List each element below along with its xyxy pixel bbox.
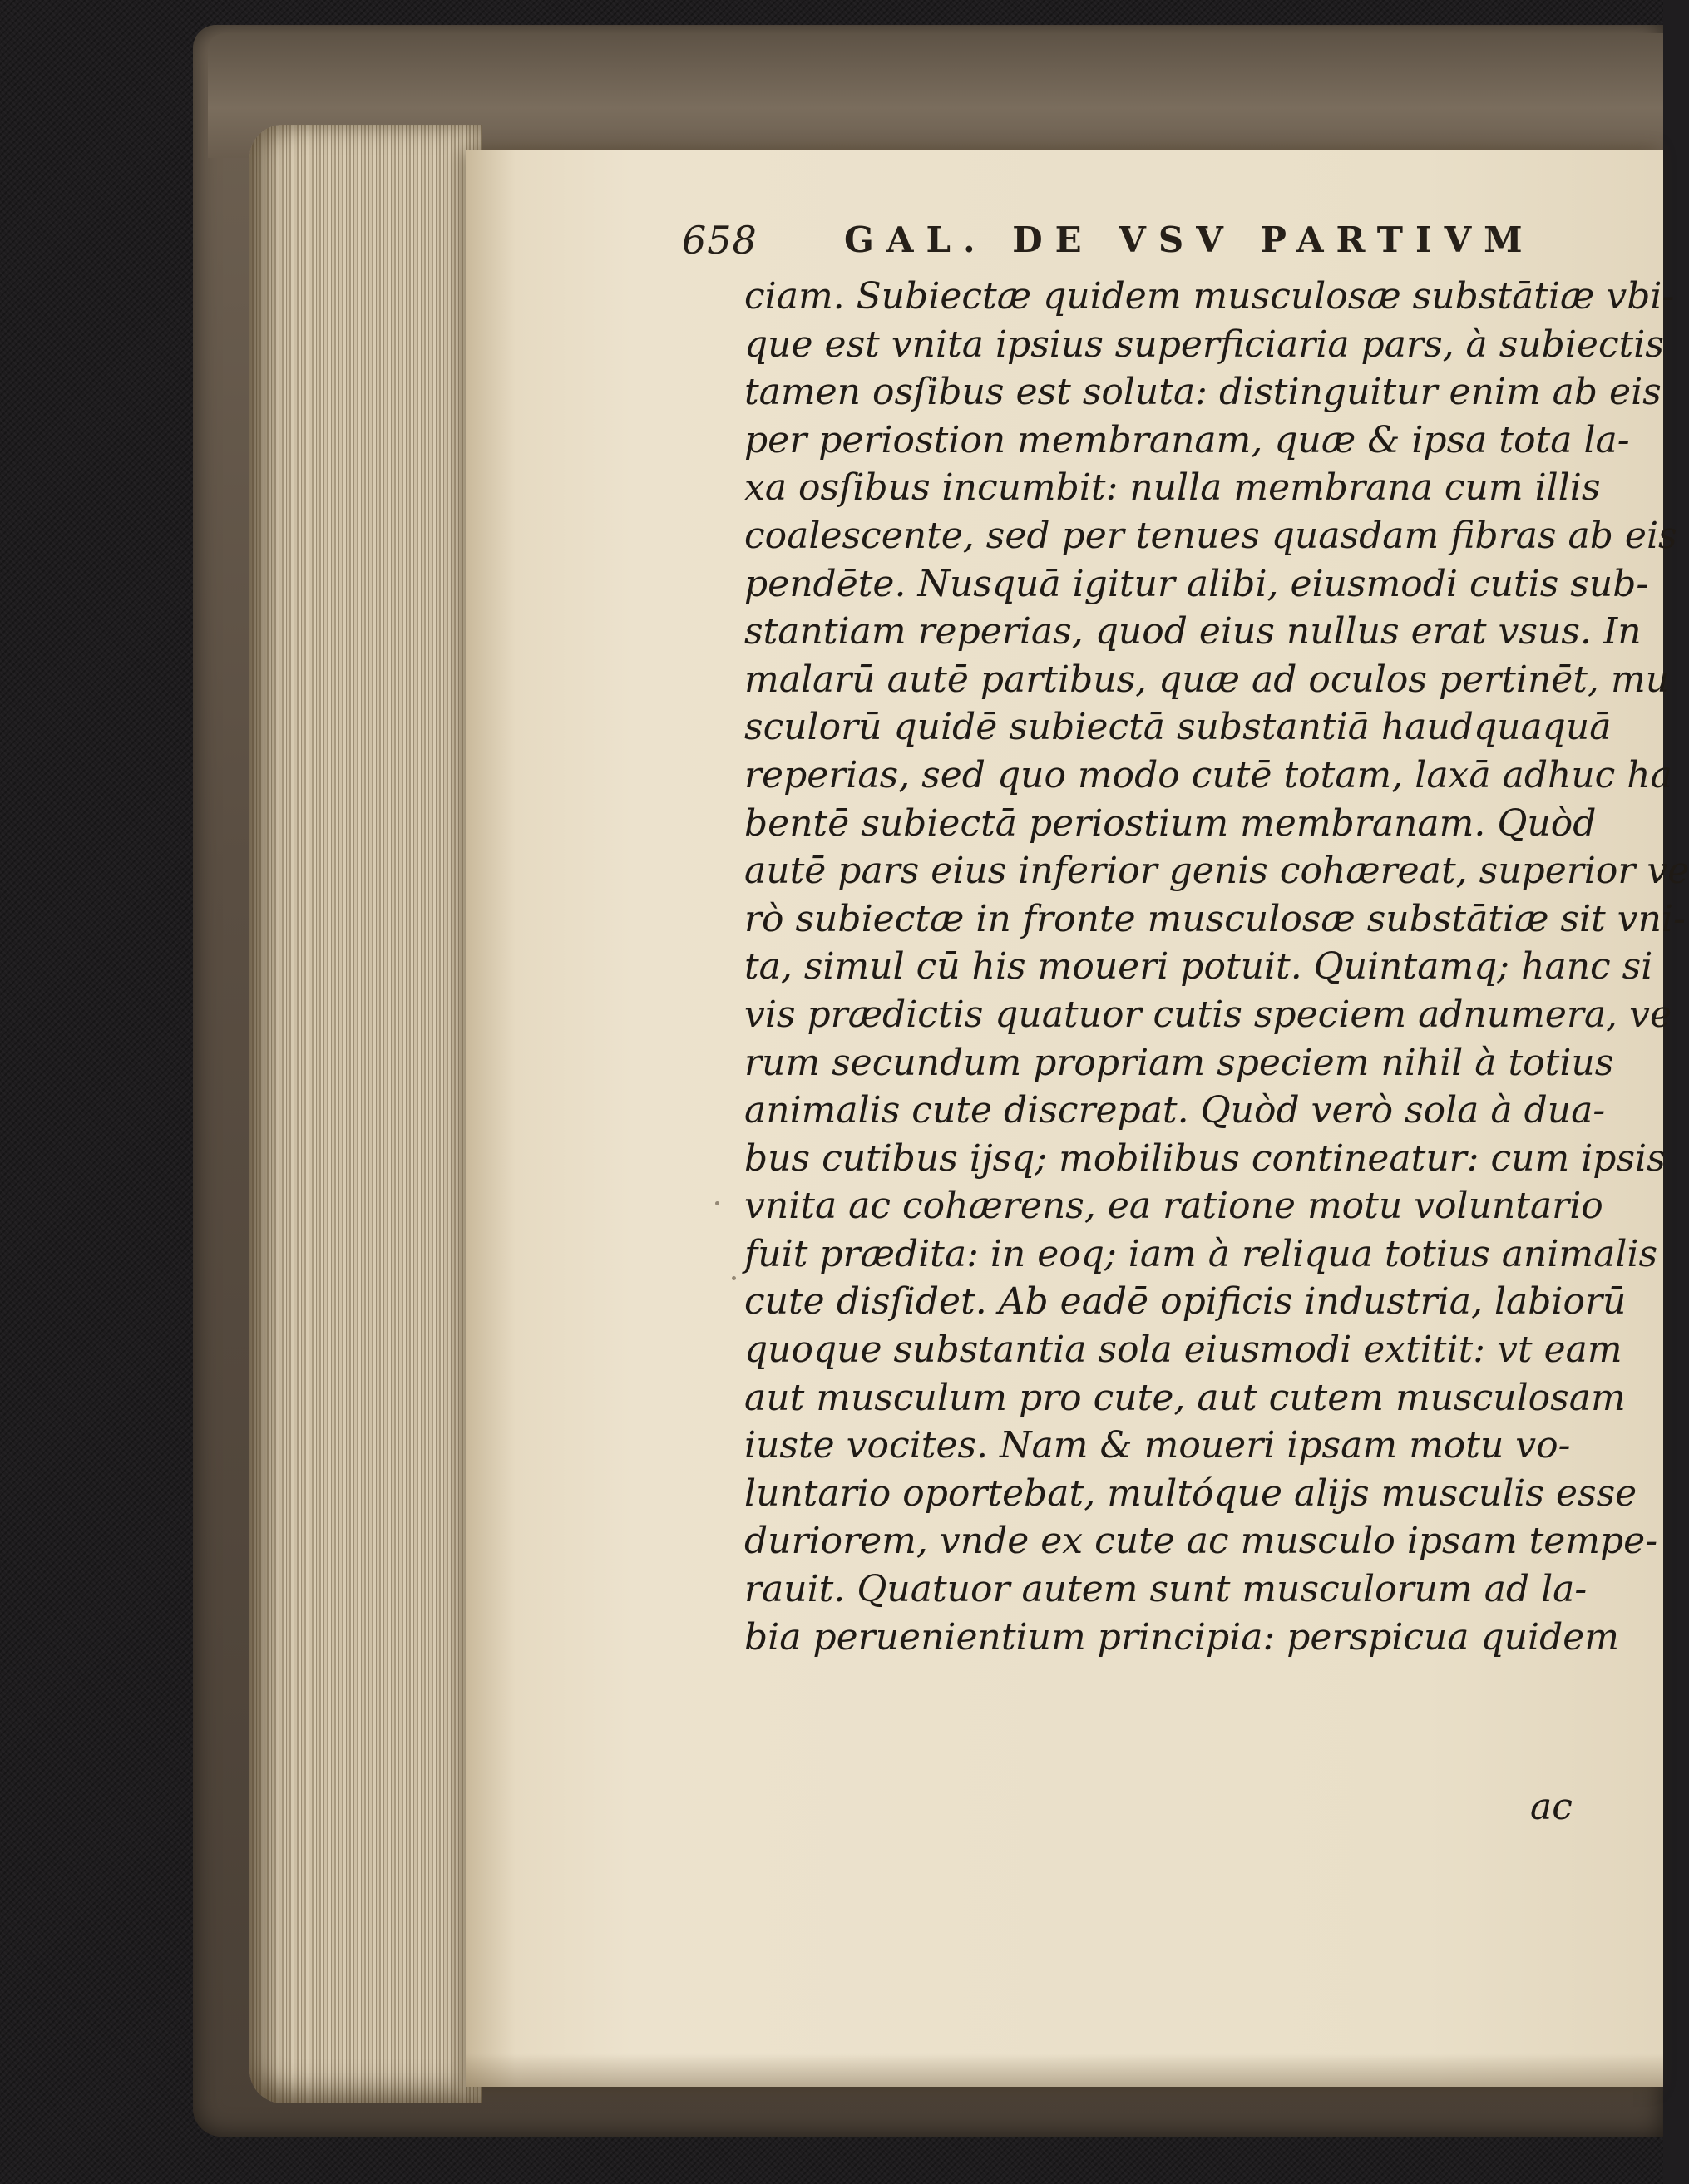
- text-line: reperias, sed quo modo cutē totam, laxā adhuc ha: [744, 753, 1672, 796]
- text-line: vnita ac cohærens, ea ratione motu voluntario: [744, 1185, 1603, 1228]
- page-header: [682, 218, 1535, 268]
- folio-number: 658: [682, 218, 758, 263]
- text-line: bus cutibus ijsq; mobilibus contineatur: cum ipsis: [744, 1136, 1666, 1180]
- paper-speck: [715, 1201, 719, 1205]
- text-line: coalescente, sed per tenues quasdam fibras ab eis: [744, 514, 1677, 557]
- text-line: cute disſidet. Ab eadē opificis industria, labiorū: [744, 1280, 1627, 1324]
- body-text: [744, 273, 1689, 1661]
- text-line: aut musculum pro cute, aut cutem musculosam: [744, 1376, 1626, 1419]
- text-line: vis prædictis quatuor cutis speciem adnumera, ve: [744, 993, 1672, 1036]
- text-line: rum secundum propriam speciem nihil à totius: [744, 1041, 1614, 1084]
- text-line: bia peruenientium principia: perspicua quidem: [744, 1615, 1620, 1659]
- text-line: bentē subiectā periostium membranam. Quòd: [744, 801, 1597, 845]
- text-line: luntario oportebat, multóque alijs musculis esse: [744, 1472, 1637, 1515]
- text-line: autē pars eius inferior genis cohæreat, superior ve: [744, 850, 1689, 893]
- text-line: tamen osſibus est soluta: distinguitur enim ab eis: [744, 371, 1662, 414]
- text-line: stantiam reperias, quod eius nullus erat vsus. In: [744, 610, 1642, 653]
- page-fore-edge-stack: [249, 125, 482, 2103]
- text-line: quoque substantia sola eiusmodi extitit: vt eam: [744, 1329, 1622, 1372]
- text-line: pendēte. Nusquā igitur alibi, eiusmodi cutis sub-: [744, 562, 1649, 605]
- text-line: per periostion membranam, quæ & ipsa tota la-: [744, 418, 1630, 461]
- text-line: ta, simul cū his moueri potuit. Quintamq; hanc si: [744, 945, 1653, 988]
- text-line: rò subiectæ in fronte musculosæ substātiæ sit vni-: [744, 897, 1686, 940]
- text-line: malarū autē partibus, quæ ad oculos pertinēt, mu: [744, 658, 1670, 701]
- text-line: iuste vocites. Nam & moueri ipsam motu vo-: [744, 1424, 1571, 1467]
- text-line: xa osſibus incumbit: nulla membrana cum illis: [744, 466, 1601, 510]
- text-line: sculorū quidē subiectā substantiā haudquaquā: [744, 706, 1612, 749]
- text-line: que est vnita ipsius superficiaria pars, à subiectis: [744, 323, 1664, 366]
- text-line: animalis cute discrepat. Quòd verò sola à dua-: [744, 1089, 1606, 1132]
- paper-speck: [732, 1276, 736, 1280]
- text-line: duriorem, vnde ex cute ac musculo ipsam tempe-: [744, 1520, 1658, 1563]
- catchword: ac: [1530, 1786, 1573, 1828]
- text-line: rauit. Quatuor autem sunt musculorum ad la-: [744, 1568, 1588, 1611]
- text-line: ciam. Subiectæ quidem musculosæ substātiæ vbi-: [744, 275, 1675, 318]
- running-head: GAL. DE VSV PARTIVM: [844, 219, 1535, 260]
- text-line: fuit prædita: in eoq; iam à reliqua totius animalis: [744, 1232, 1658, 1275]
